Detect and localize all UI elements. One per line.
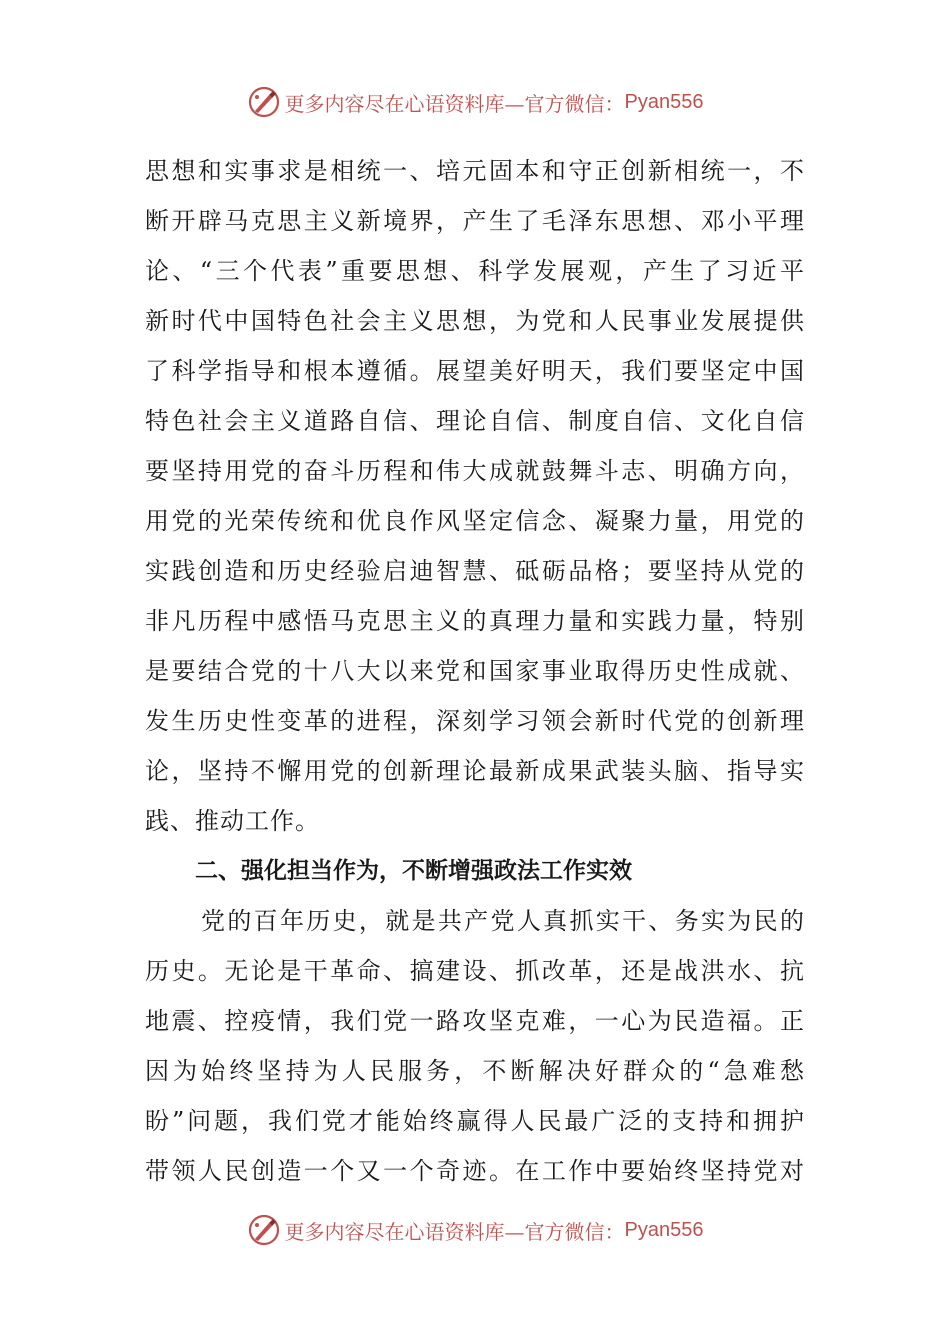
text-line: 断开辟马克思主义新境界，产生了毛泽东思想、邓小平理 (145, 207, 805, 235)
watermark-text: 更多内容尽在心语资料库—官方微信： (284, 1219, 625, 1244)
text-line: 带领人民创造一个又一个奇迹。在工作中要始终坚持党对 (145, 1157, 805, 1185)
text-line: 历史。无论是干革命、搞建设、抓改革，还是战洪水、抗 (145, 957, 805, 985)
pen-logo-icon (247, 85, 281, 119)
text-line: 特色社会主义道路自信、理论自信、制度自信、文化自信 (145, 407, 805, 435)
text-line: 盼”问题，我们党才能始终赢得人民最广泛的支持和拥护 (145, 1107, 805, 1135)
document-body (145, 146, 805, 1196)
pen-logo-icon (247, 1213, 281, 1247)
text-line: 论、“三个代表”重要思想、科学发展观，产生了习近平 (145, 257, 805, 285)
text-line: 是要结合党的十八大以来党和国家事业取得历史性成就、 (145, 657, 805, 685)
text-line: 党的百年历史，就是共产党人真抓实干、务实为民的 (201, 907, 805, 935)
section-heading: 二、强化担当作为，不断增强政法工作实效 (195, 858, 632, 884)
text-line: 因为始终坚持为人民服务，不断解决好群众的“急难愁 (145, 1057, 805, 1085)
watermark-handle: Pyan556 (624, 1218, 704, 1241)
text-line: 发生历史性变革的进程，深刻学习领会新时代党的创新理 (145, 707, 805, 735)
text-line: 新时代中国特色社会主义思想，为党和人民事业发展提供 (145, 307, 805, 335)
watermark-footer (0, 1210, 950, 1250)
text-line: 践、推动工作。 (145, 807, 320, 835)
watermark-header (0, 82, 950, 122)
text-line: 论，坚持不懈用党的创新理论最新成果武装头脑、指导实 (145, 757, 805, 785)
text-line: 实践创造和历史经验启迪智慧、砥砺品格；要坚持从党的 (145, 557, 805, 585)
text-line: 思想和实事求是相统一、培元固本和守正创新相统一，不 (145, 157, 805, 185)
text-line: 用党的光荣传统和优良作风坚定信念、凝聚力量，用党的 (145, 507, 805, 535)
text-line: 了科学指导和根本遵循。展望美好明天，我们要坚定中国 (145, 357, 805, 385)
text-line: 地震、控疫情，我们党一路攻坚克难，一心为民造福。正 (145, 1007, 805, 1035)
text-line: 要坚持用党的奋斗历程和伟大成就鼓舞斗志、明确方向， (145, 457, 805, 485)
watermark-handle: Pyan556 (624, 90, 704, 113)
watermark-text: 更多内容尽在心语资料库—官方微信： (284, 91, 625, 116)
text-line: 非凡历程中感悟马克思主义的真理力量和实践力量，特别 (145, 607, 805, 635)
